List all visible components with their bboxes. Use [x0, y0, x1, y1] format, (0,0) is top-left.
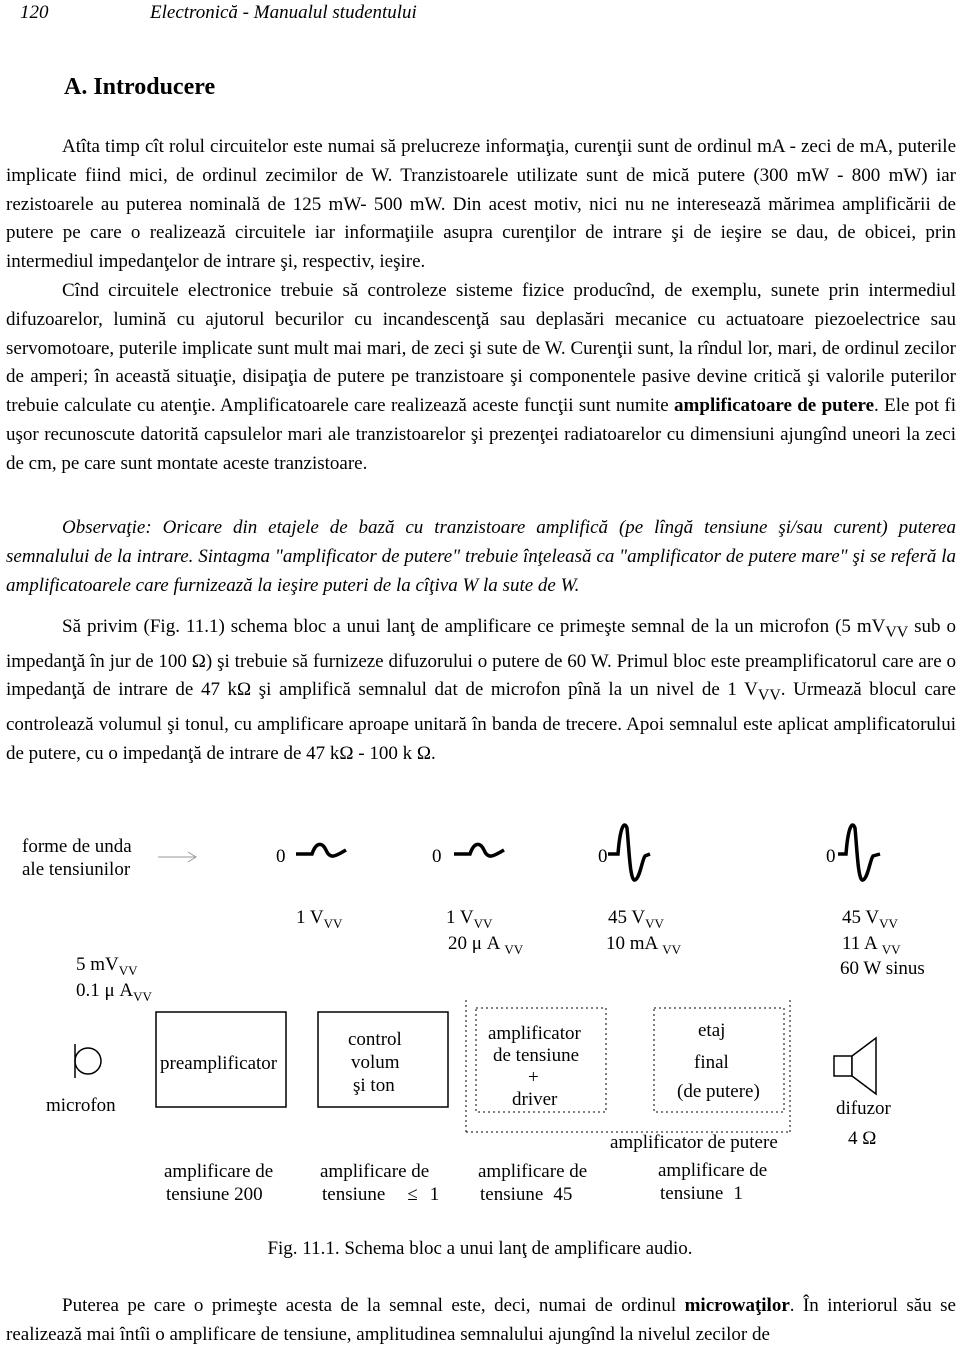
microphone-icon: [75, 1044, 101, 1078]
mic-level-v: 5 $mV_{VV}$: [76, 954, 138, 978]
pre-out-v: 1 $V_{VV}$: [296, 907, 343, 931]
paragraph-1: [6, 133, 956, 277]
microwatts-term: microwaţilor: [684, 1295, 790, 1316]
gain3-line1: amplificare de: [478, 1161, 588, 1182]
paragraph-3-text-a: Să privim (Fig. 11.1) schema bloc a unui lanţ de amplificare ce primeşte semnal de la un microfon (5 mV: [62, 616, 886, 637]
observation-note: [6, 514, 956, 600]
driver-label-1: amplificator: [488, 1023, 581, 1044]
section-title: A. Introducere: [64, 74, 216, 100]
waveform-1: [296, 844, 346, 856]
waveform-3: [608, 825, 650, 880]
difuzor-impedance: 4 Ω: [848, 1128, 877, 1149]
driver-label-2: de tensiune: [493, 1045, 580, 1066]
zero-label-3: 0: [598, 846, 608, 867]
paragraph-3-text-b: sub o impedanţă în jur de 100 Ω) şi trebuie să furnizeze difuzorului o putere de 60 W. Primul bloc este preamplificatorul care are o impedanţă de intrare de 47 kΩ şi amplifică semnalul dat de microfon pînă la un nivel de 1 V: [6, 616, 956, 701]
paragraph-4-text-a: Puterea pe care o primeşte acesta de la semnal este, deci, numai de ordinul: [62, 1295, 685, 1316]
paragraph-1-text: Atîta timp cît rolul circuitelor este numai să prelucreze informaţia, curenţii sunt de ordinul mA - zeci de mA, puterile implicate fiind mici, de ordinul zecimilor de W. Tranzistoarele utilizate sunt de mică putere (300 mW - 800 mW) iar rezistoarele au puterea nominală de 125 mW- 500 mW. Din acest motiv, nici nu ne interesează mărimea amplificării de putere pe care o realizează circuitele iar informaţiile asupra curenţilor de intrare şi de ieşire se dau, de obicei, prin intermediul impedanţelor de intrare şi, respectiv, ieşire.: [6, 136, 956, 273]
subscript-vv: VV: [885, 623, 909, 641]
paragraph-3-body: [6, 613, 956, 769]
driver-label-3: +: [528, 1067, 539, 1088]
speaker-icon: [834, 1038, 876, 1094]
microfon-label: microfon: [46, 1095, 116, 1116]
zero-label-1: 0: [276, 846, 286, 867]
paragraph-2-text-a: Cînd circuitele electronice trebuie să controleze sisteme fizice producînd, de exemplu, sunete prin intermediul difuzoarelor, lumină cu ajutorul becurilor cu incandescenţă sau deplasări mecanice cu actuatoare piezoelectrice sau servomotoare, puterile implicate sunt mult mai mari, de zeci şi sute de W. Curenţii sunt, la rîndul lor, mari, de ordinul zecilor de amperi; în această situaţie, disipaţia de putere pe tranzistoare şi componentele pasive devine critică şi valorile puterilor trebuie calculate cu atenţie. Amplificatoarele care realizează aceste funcţii sunt numite: [6, 279, 956, 417]
intro-text: [6, 133, 956, 479]
paragraph-2-text-b: . Ele pot fi uşor recunoscute datorită capsulelor mari ale tranzistoarelor şi prezenţei radiatoarelor cu dimensiuni ajungînd uneori la zeci de cm, pe care sunt montate aceste tranzistoare.: [6, 395, 956, 474]
final-label-2: final: [694, 1052, 729, 1073]
control-label-1: control: [348, 1029, 402, 1050]
fin-out-v: 45 $V_{VV}$: [842, 907, 898, 931]
waveform-label-line1: forme de unda: [22, 836, 132, 857]
drv-out-i: 10 mA $_{VV}$: [606, 933, 682, 957]
fin-out-i: 11 A $_{VV}$: [842, 933, 901, 957]
page-header: [20, 2, 417, 24]
ctrl-out-v: 1 $V_{VV}$: [446, 907, 493, 931]
gain3-line2: tensiune 45: [480, 1184, 573, 1205]
block-diagram: [0, 820, 960, 1230]
gain2-line2: tensiune ≤ 1: [322, 1184, 440, 1205]
subscript-vv: VV: [757, 687, 781, 705]
waveform-2: [454, 844, 504, 856]
driver-label-4: driver: [512, 1089, 558, 1110]
book-title: Electronică - Manualul studentului: [150, 2, 417, 23]
difuzor-label: difuzor: [836, 1098, 891, 1119]
page-number: 120: [20, 2, 49, 23]
drv-out-v: 45 $V_{VV}$: [608, 907, 664, 931]
ctrl-out-i: 20 μ A $_{VV}$: [448, 933, 524, 957]
gain4-line2: tensiune 1: [660, 1183, 743, 1204]
gain1-line1: amplificare de: [164, 1161, 274, 1182]
mic-level-i: 0.1 μ $A_{VV}$: [76, 980, 152, 1004]
paragraph-4-body: [6, 1292, 956, 1350]
fin-out-p: 60 W sinus: [840, 958, 925, 979]
power-amplifier-term: amplificatoare de putere: [674, 395, 874, 417]
gain4-line1: amplificare de: [658, 1160, 768, 1181]
waveform-label-line2: ale tensiunilor: [22, 859, 131, 880]
paragraph-4-text-b: . În interiorul său se realizează mai întîi o amplificare de tensiune, amplitudinea semnalului ajungînd la nivelul zecilor de: [6, 1295, 956, 1345]
waveform-arrow: [158, 852, 196, 862]
gain1-line2: tensiune 200: [166, 1184, 263, 1205]
zero-label-4: 0: [826, 846, 836, 867]
gain2-line1: amplificare de: [320, 1161, 430, 1182]
paragraph-2: [6, 277, 956, 479]
observation-text: Observaţie: Oricare din etajele de bază cu tranzistoare amplifică (pe lîngă tensiune şi/sau curent) puterea semnalului de la intrare. Sintagma "amplificator de putere" trebuie înţeleasă ca "amplificator de putere mare" şi se referă la amplificatoarele care furnizează la ieşire puteri de la cîţiva W la sute de W.: [6, 517, 956, 596]
waveform-4: [838, 825, 880, 880]
final-label-3: (de putere): [677, 1081, 760, 1102]
paragraph-3: [6, 613, 956, 769]
paragraph-3-text-c: . Urmează blocul care controlează volumul şi tonul, cu amplificare aproape unitară în banda de trecere. Apoi semnalul este aplicat amplificatorului de putere, cu o impedanţă de intrare de 47 kΩ - 100 k Ω.: [6, 679, 956, 764]
preamp-label: preamplificator: [160, 1053, 278, 1074]
control-label-2: volum: [351, 1052, 400, 1073]
final-label-1: etaj: [698, 1020, 726, 1041]
power-amp-label: amplificator de putere: [610, 1132, 778, 1153]
figure-caption: Fig. 11.1. Schema bloc a unui lanţ de amplificare audio.: [267, 1238, 693, 1259]
paragraph-4: [6, 1292, 956, 1350]
control-label-3: şi ton: [353, 1075, 395, 1096]
zero-label-2: 0: [432, 846, 442, 867]
